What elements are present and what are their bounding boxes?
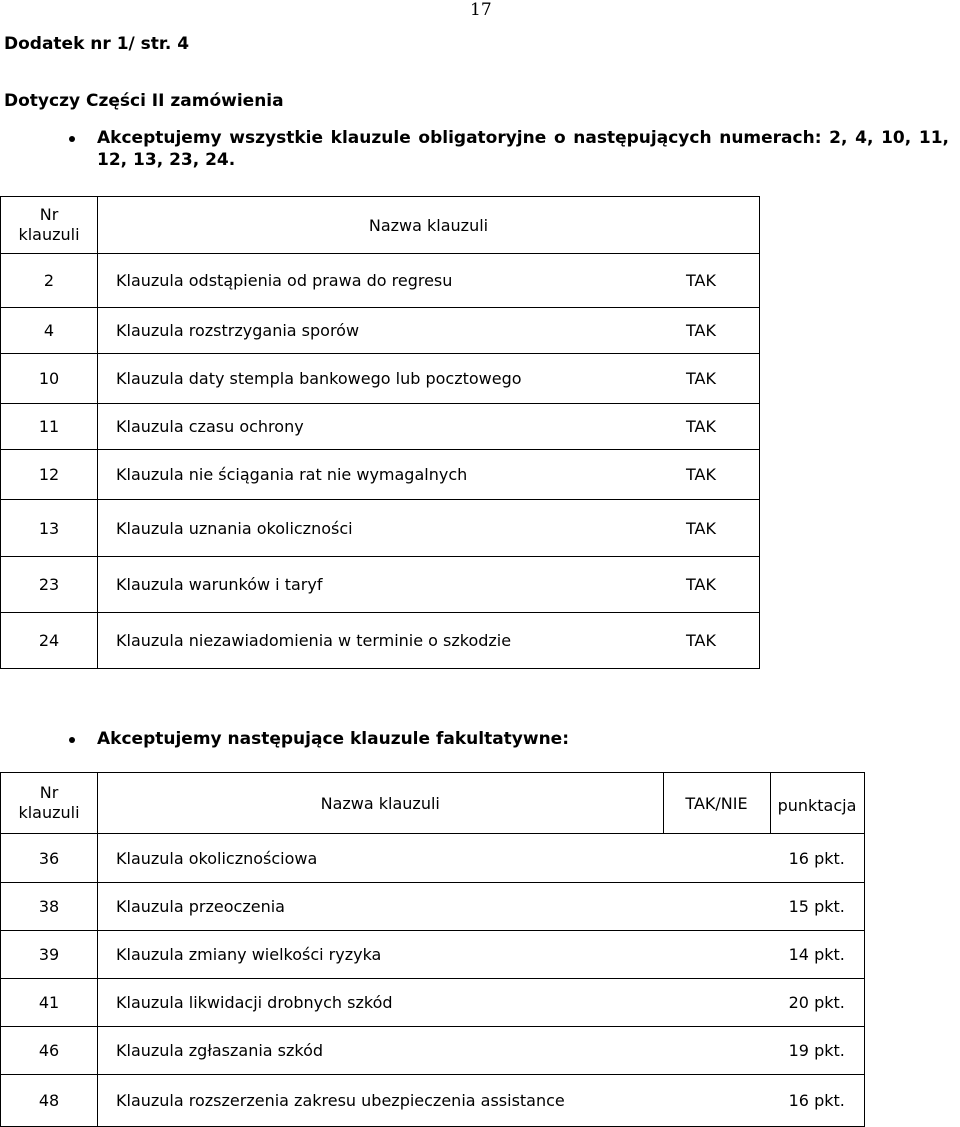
- clause-name: Klauzula uznania okoliczności: [98, 500, 687, 557]
- clause-nr: 46: [1, 1027, 98, 1075]
- header-nr-line1: Nr: [39, 783, 59, 802]
- clause-value: TAK: [686, 254, 760, 308]
- bullet-dot-icon: [69, 737, 75, 743]
- clause-name: Klauzula rozstrzygania sporów: [98, 308, 687, 354]
- clause-name: Klauzula przeoczenia: [98, 883, 664, 931]
- clause-nr: 23: [1, 557, 98, 613]
- clause-points: 20 pkt.: [770, 979, 864, 1027]
- clause-value: TAK: [686, 450, 760, 500]
- clause-value: TAK: [686, 354, 760, 404]
- bullet-dot-icon: [69, 136, 75, 142]
- clause-name: Klauzula niezawiadomienia w terminie o szkodzie: [98, 613, 687, 669]
- table-row: [1, 254, 760, 308]
- header-nr-line2: klauzuli: [18, 225, 80, 244]
- clause-value: TAK: [686, 404, 760, 450]
- clause-points: 14 pkt.: [770, 931, 864, 979]
- header-nr-line1: Nr: [39, 205, 59, 224]
- obligatory-clauses-table: [0, 196, 760, 669]
- table-row: [1, 931, 865, 979]
- table-row: [1, 979, 865, 1027]
- table-row: [1, 404, 760, 450]
- clause-points: 15 pkt.: [770, 883, 864, 931]
- clause-name: Klauzula czasu ochrony: [98, 404, 687, 450]
- optional-clauses-bullet: [97, 728, 569, 750]
- clause-nr: 10: [1, 354, 98, 404]
- table-header-row: [1, 197, 760, 254]
- bullet-text: Akceptujemy wszystkie klauzule obligatoryjne o następujących numerach: 2, 4, 10, 11, 12, 13, 23, 24.: [97, 128, 949, 170]
- clause-nr: 48: [1, 1075, 98, 1127]
- clause-value: TAK: [686, 613, 760, 669]
- clause-nr: 12: [1, 450, 98, 500]
- clause-name: Klauzula likwidacji drobnych szkód: [98, 979, 664, 1027]
- clause-nr: 4: [1, 308, 98, 354]
- table-row: [1, 557, 760, 613]
- header-nr-line2: klauzuli: [18, 803, 80, 822]
- header-punktacja: punktacja: [770, 773, 864, 834]
- clause-nr: 11: [1, 404, 98, 450]
- clause-name: Klauzula zgłaszania szkód: [98, 1027, 664, 1075]
- clause-name: Klauzula warunków i taryf: [98, 557, 687, 613]
- table-row: [1, 500, 760, 557]
- table-row: [1, 450, 760, 500]
- bullet-text: Akceptujemy następujące klauzule fakultatywne:: [97, 729, 570, 749]
- clause-tak-nie: [663, 1075, 770, 1127]
- header-tak-nie: TAK/NIE: [663, 773, 770, 834]
- clause-name: Klauzula daty stempla bankowego lub pocztowego: [98, 354, 687, 404]
- clause-name: Klauzula zmiany wielkości ryzyka: [98, 931, 664, 979]
- clause-points: 19 pkt.: [770, 1027, 864, 1075]
- table-row: [1, 1075, 865, 1127]
- clause-value: TAK: [686, 500, 760, 557]
- appendix-heading: Dodatek nr 1/ str. 4: [4, 34, 190, 54]
- clause-value: TAK: [686, 308, 760, 354]
- clause-name: Klauzula rozszerzenia zakresu ubezpieczenia assistance: [98, 1075, 664, 1127]
- clause-tak-nie: [663, 883, 770, 931]
- table-row: [1, 1027, 865, 1075]
- section-heading: Dotyczy Części II zamówienia: [4, 91, 284, 111]
- clause-nr: 41: [1, 979, 98, 1027]
- page-number: 17: [470, 0, 492, 20]
- clause-tak-nie: [663, 931, 770, 979]
- table-row: [1, 883, 865, 931]
- clause-name: Klauzula nie ściągania rat nie wymagalnych: [98, 450, 687, 500]
- header-name: Nazwa klauzuli: [98, 773, 664, 834]
- header-nr: [1, 197, 98, 254]
- clause-nr: 13: [1, 500, 98, 557]
- table-row: [1, 834, 865, 883]
- clause-nr: 2: [1, 254, 98, 308]
- clause-points: 16 pkt.: [770, 1075, 864, 1127]
- clause-value: TAK: [686, 557, 760, 613]
- header-name: Nazwa klauzuli: [98, 197, 760, 254]
- clause-tak-nie: [663, 1027, 770, 1075]
- table-row: [1, 354, 760, 404]
- clause-tak-nie: [663, 834, 770, 883]
- optional-clauses-table: [0, 772, 865, 1127]
- clause-nr: 38: [1, 883, 98, 931]
- clause-nr: 36: [1, 834, 98, 883]
- header-nr: [1, 773, 98, 834]
- clause-nr: 24: [1, 613, 98, 669]
- clause-points: 16 pkt.: [770, 834, 864, 883]
- clause-nr: 39: [1, 931, 98, 979]
- table-row: [1, 613, 760, 669]
- clause-tak-nie: [663, 979, 770, 1027]
- table-header-row: [1, 773, 865, 834]
- obligatory-clauses-bullet: [97, 127, 949, 171]
- clause-name: Klauzula okolicznościowa: [98, 834, 664, 883]
- clause-name: Klauzula odstąpienia od prawa do regresu: [98, 254, 687, 308]
- table-row: [1, 308, 760, 354]
